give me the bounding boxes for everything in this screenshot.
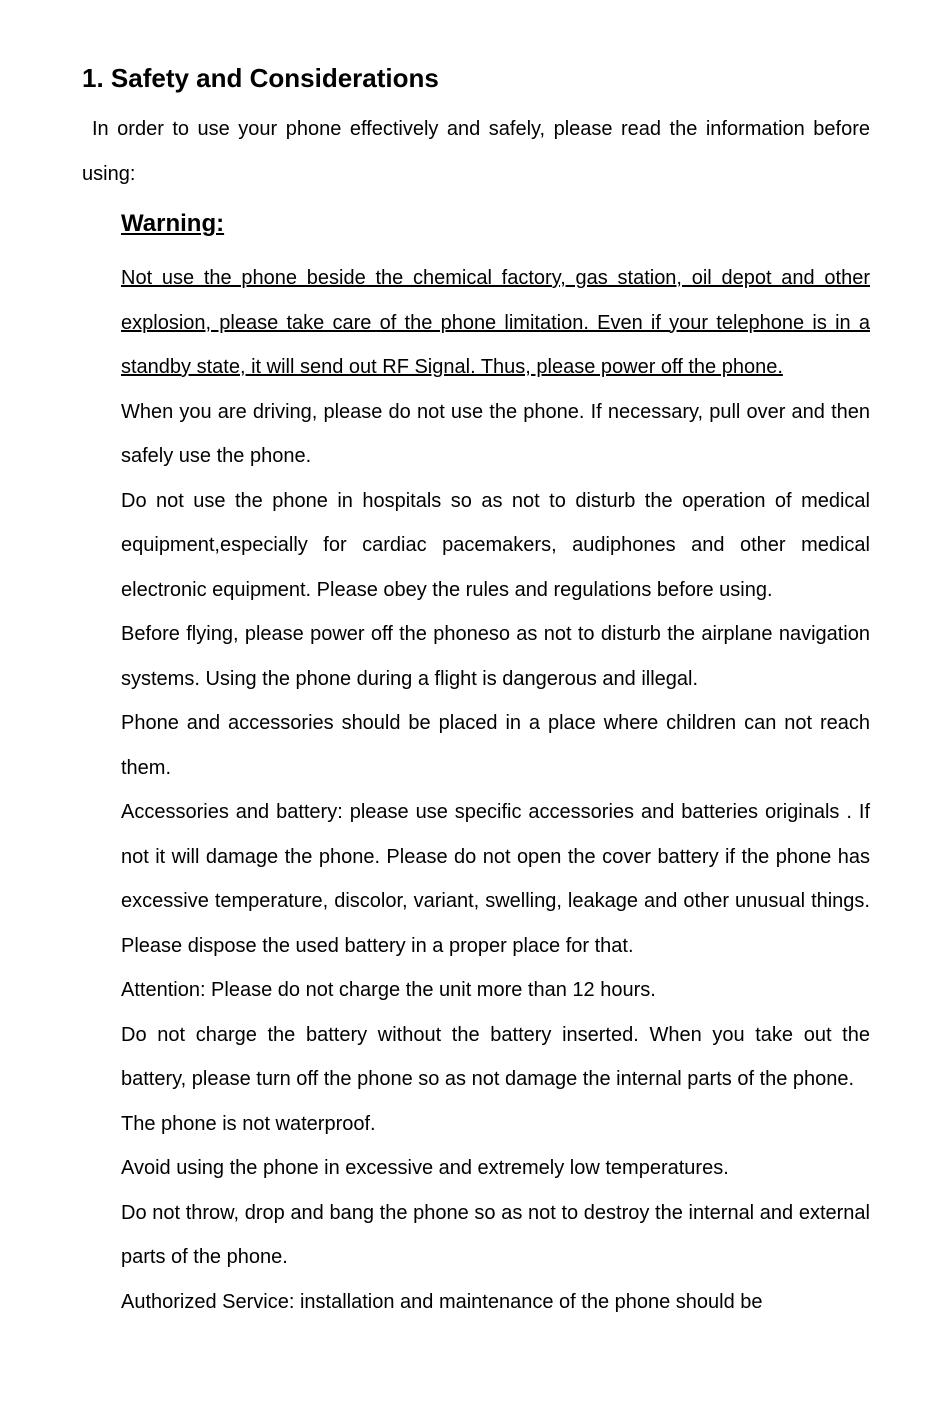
warning-item-temperature: Avoid using the phone in excessive and extremely low temperatures. xyxy=(121,1157,729,1179)
warning-item-waterproof: The phone is not waterproof. xyxy=(121,1112,376,1135)
warning-list xyxy=(121,256,870,1324)
warning-item-children: Phone and accessories should be placed in a place where children can not reach them. xyxy=(121,712,870,779)
warning-item-flying: Before flying, please power off the phoneso as not to disturb the airplane navigation systems. Using the phone during a flight is dangerous and illegal. xyxy=(121,623,870,690)
warning-item-drop: Do not throw, drop and bang the phone so as not to destroy the internal and external parts of the phone. xyxy=(121,1201,870,1268)
warning-item-hospitals: Do not use the phone in hospitals so as not to disturb the operation of medical equipment,especially for cardiac pacemakers, audiphones and other medical electronic equipment. Please obey the rules and regulations before using. xyxy=(121,489,870,601)
warning-item-driving: When you are driving, please do not use the phone. If necessary, pull over and then safely use the phone. xyxy=(121,400,870,467)
warning-item-explosion: Not use the phone beside the chemical factory, gas station, oil depot and other explosion, please take care of the phone limitation. Even if your telephone is in a standby state, it will send out RF Signal. Thus, please power off the phone. xyxy=(121,267,870,378)
warning-item-accessories-battery: Accessories and battery: please use specific accessories and batteries originals . If not it will damage the phone. Please do not open the cover battery if the phone has excessive temperature, discolor, variant, swelling, leakage and other unusual things. Please dispose the used battery in a proper place for that. xyxy=(121,801,870,957)
warning-item-battery-removal: Do not charge the battery without the battery inserted. When you take out the battery, please turn off the phone so as not damage the internal parts of the phone. xyxy=(121,1023,870,1090)
section-heading: 1. Safety and Considerations xyxy=(82,63,439,93)
intro-paragraph: In order to use your phone effectively and safely, please read the information before using: xyxy=(82,118,870,185)
warning-item-charge-time: Attention: Please do not charge the unit more than 12 hours. xyxy=(121,979,656,1001)
warning-item-authorized-service: Authorized Service: installation and maintenance of the phone should be xyxy=(121,1290,763,1313)
warning-title: Warning: xyxy=(121,210,225,237)
